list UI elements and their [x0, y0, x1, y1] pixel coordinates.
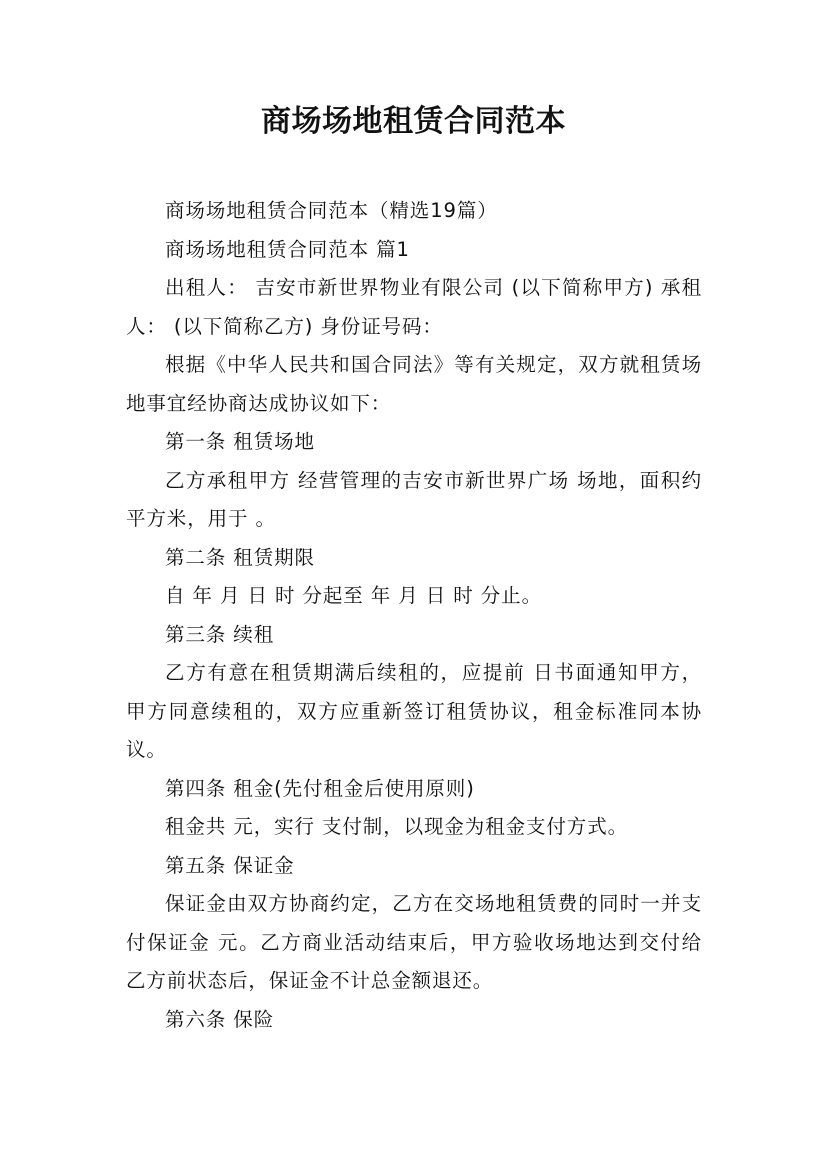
clause-2-heading: 第二条 租赁期限 [165, 545, 315, 569]
paragraph-parties: 出租人： 吉安市新世界物业有限公司 (以下简称甲方) 承租人： (以下简称乙方) 身份证号码： [126, 276, 702, 338]
clause-3-text: 乙方有意在租赁期满后续租的，应提前 日书面通知甲方，甲方同意续租的，双方应重新签订租赁协议，租金标准同本协议。 [126, 661, 702, 761]
clause-1-text: 乙方承租甲方 经营管理的吉安市新世界广场 场地，面积约 平方米，用于 。 [126, 468, 702, 530]
clause-2-text: 自 年 月 日 时 分起至 年 月 日 时 分止。 [165, 584, 542, 607]
clause-4-text: 租金共 元，实行 支付制，以现金为租金支付方式。 [165, 815, 628, 838]
clause-1-heading: 第一条 租赁场地 [165, 430, 315, 453]
clause-6-heading: 第六条 保险 [165, 1007, 275, 1031]
document-body [126, 192, 702, 1039]
clause-5-heading: 第五条 保证金 [165, 853, 295, 877]
document-title: 商场场地租赁合同范本 [261, 104, 566, 139]
clause-4-heading: 第四条 租金(先付租金后使用原则) [165, 776, 475, 800]
paragraph-basis: 根据《中华人民共和国合同法》等有关规定，双方就租赁场地事宜经协商达成协议如下： [126, 353, 702, 415]
paragraph-article-heading: 商场场地租赁合同范本 篇1 [165, 237, 410, 261]
clause-5-text: 保证金由双方协商约定，乙方在交场地租赁费的同时一并支付保证金 元。乙方商业活动结束后，甲方验收场地达到交付给乙方前状态后，保证金不计总金额退还。 [126, 892, 702, 992]
paragraph-subtitle: 商场场地租赁合同范本（精选19篇） [165, 199, 498, 222]
clause-3-heading: 第三条 续租 [165, 622, 275, 646]
